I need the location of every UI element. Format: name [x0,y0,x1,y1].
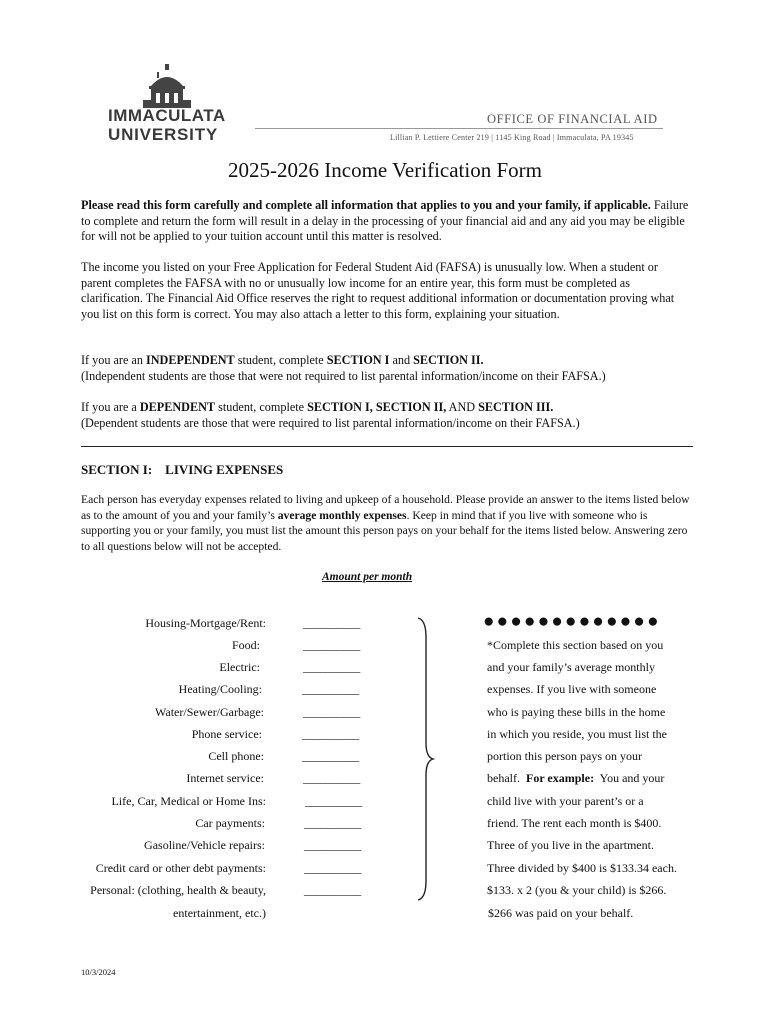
personal-amount-field[interactable]: __________ [304,883,362,897]
note-line-1: *Complete this section based on you [487,638,664,652]
independent-text-1: If you are an [81,353,146,367]
dependent-bold-1: DEPENDENT [139,400,216,414]
dependent-text-1: If you are a [81,400,140,414]
note-example-pre: behalf. [487,771,526,785]
intro-paragraph [81,198,691,245]
intro-bold-text: Please read this form carefully and complete all information that applies to you and your family, if applicable. [81,198,651,212]
independent-bold-3: SECTION II. [413,353,484,367]
university-logo-name-line1: IMMACULATA [108,106,226,125]
university-logo-name-line2: UNIVERSITY [108,125,219,144]
label-internet: Internet service: [186,771,264,785]
header-divider [255,128,663,129]
note-line-2: and your family’s average monthly [487,660,655,674]
label-insurance: Life, Car, Medical or Home Ins: [111,794,266,808]
independent-bold-1: INDEPENDENT [145,353,235,367]
car-payments-amount-field[interactable]: __________ [304,816,362,830]
note-example-post: You and your [594,771,665,785]
section-1-text-a: Each person has everyday expenses related to living and upkeep of a household. Please provide an answer to the items listed below as to the amount of you and your family’s [81,493,690,522]
note-line-6: portion this person pays on your [487,749,642,763]
office-name: OFFICE OF FINANCIAL AID [487,112,658,126]
label-personal: Personal: (clothing, health & beauty, [90,883,266,897]
note-line-4: who is paying these bills in the home [487,705,666,719]
internet-amount-field[interactable]: __________ [303,771,361,785]
dependent-bold-2: SECTION I, SECTION II, [307,400,447,414]
section-1-bold-text: average monthly expenses [277,508,407,522]
cell-phone-amount-field[interactable]: __________ [302,749,360,763]
phone-amount-field[interactable]: __________ [302,727,360,741]
note-line-7 [487,771,664,786]
label-personal-continued: entertainment, etc.) [173,906,266,920]
form-title: 2025-2026 Income Verification Form [228,158,542,182]
gasoline-amount-field[interactable]: __________ [304,838,362,852]
amount-per-month-heading: Amount per month [322,571,413,583]
dependent-text-2: student, complete [215,400,308,414]
dependent-text-3: AND [446,400,479,414]
food-amount-field[interactable]: __________ [303,638,361,652]
university-logo-building-icon [143,64,191,108]
label-gasoline: Gasoline/Vehicle repairs: [144,838,265,852]
independent-explanation: (Independent students are those that were not required to list parental information/income on their FAFSA.) [81,368,606,383]
note-line-13: $266 was paid on your behalf. [488,906,634,920]
electric-amount-field[interactable]: __________ [303,660,361,674]
section-1-text-b: . Keep in mind that if you live with someone who is supporting you or your family, you must list the amount this person pays on your behalf for the items listed below. Answering zero to all questions below will not be accepted. [81,508,688,553]
note-line-5: in which you reside, you must list the [487,727,667,741]
insurance-amount-field[interactable]: __________ [305,794,363,808]
housing-amount-field[interactable]: __________ [303,616,361,630]
section-1-heading: SECTION I: LIVING EXPENSES [81,462,284,477]
independent-text-3: and [389,353,414,367]
dependent-paragraph [81,400,691,431]
heating-amount-field[interactable]: __________ [302,682,360,696]
right-brace-icon [416,617,436,901]
label-credit-card: Credit card or other debt payments: [95,861,266,875]
note-line-9: friend. The rent each month is $400. [487,816,662,830]
label-housing: Housing-Mortgage/Rent: [145,616,266,630]
dependent-bold-3: SECTION III. [478,400,554,414]
label-car-payments: Car payments: [195,816,265,830]
independent-bold-2: SECTION I [326,353,390,367]
note-line-12: $133. x 2 (you & your child) is $266. [487,883,667,897]
intro-rest-text: Failure to complete and return the form will result in a delay in the processing of your financial aid and any aid you may be eligible for will not be applied to your tuition account until this matter is resolved. [81,198,689,244]
note-line-3: expenses. If you live with someone [487,682,657,696]
label-water-sewer: Water/Sewer/Garbage: [155,705,264,719]
independent-paragraph [81,353,691,384]
footer-date: 10/3/2024 [81,967,116,977]
note-example-bold: For example: [525,771,595,785]
decorative-dots: ●●●●●●●●●●●●● [483,611,661,632]
independent-text-2: student, complete [234,353,327,367]
section-divider [81,446,693,447]
label-food: Food: [231,638,260,652]
credit-card-amount-field[interactable]: __________ [304,861,362,875]
water-amount-field[interactable]: __________ [303,705,361,719]
note-line-10: Three of you live in the apartment. [487,838,654,852]
label-electric: Electric: [219,660,260,674]
dependent-explanation: (Dependent students are those that were required to list parental information/income on their FAFSA.) [81,415,580,430]
label-heating-cooling: Heating/Cooling: [178,682,262,696]
label-phone-service: Phone service: [191,727,262,741]
office-address: Lillian P. Lettiere Center 219 | 1145 King Road | Immaculata, PA 19345 [390,133,634,142]
note-line-11: Three divided by $400 is $133.34 each. [487,861,677,875]
note-line-8: child live with your parent’s or a [487,794,644,808]
label-cell-phone: Cell phone: [208,749,264,763]
section-1-instructions [81,492,691,554]
fafsa-paragraph: The income you listed on your Free Application for Federal Student Aid (FAFSA) is unusually low. When a student or parent completes the FAFSA with no or unusually low income for an entire year, this form must be completed as clarification. The Financial Aid Office reserves the right to request additional information or documentation proving what you list on this form is correct. You may also attach a letter to this form, explaining your situation. [81,260,675,321]
